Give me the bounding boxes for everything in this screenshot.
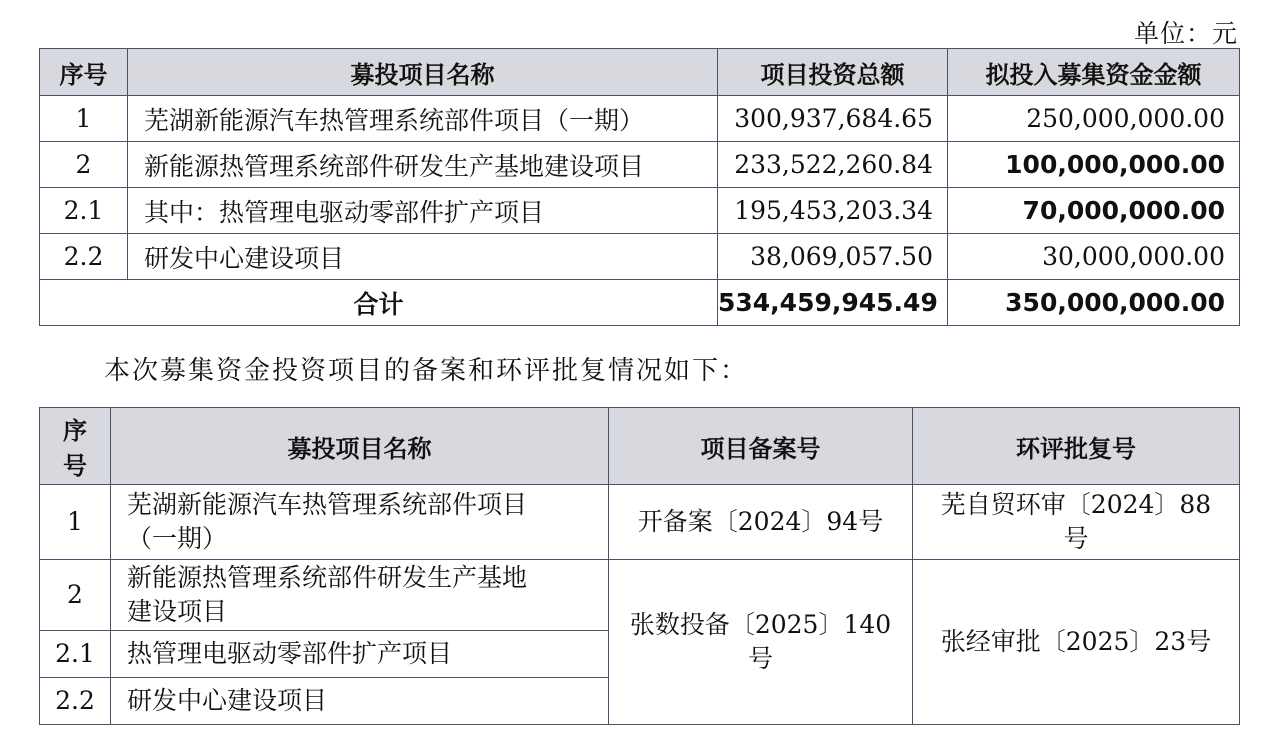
shared-filing-no — [609, 560, 913, 725]
header-filing-no: 项目备案号 — [609, 408, 913, 485]
row-total: 195,453,203.34 — [718, 188, 948, 234]
row-env-approval-no — [913, 485, 1240, 560]
table-row — [40, 560, 1240, 631]
name-line1: 芜湖新能源汽车热管理系统部件项目 — [127, 490, 528, 519]
total-raise: 350,000,000.00 — [948, 280, 1240, 326]
intro-paragraph: 本次募集资金投资项目的备案和环评批复情况如下： — [104, 356, 749, 386]
row-total: 38,069,057.50 — [718, 234, 948, 280]
header-no-line2: 号 — [63, 452, 87, 480]
row-project-name — [111, 560, 609, 631]
header-env-approval-no: 环评批复号 — [913, 408, 1240, 485]
row-no: 1 — [40, 96, 128, 142]
row-project-name — [111, 485, 609, 560]
row-project-name: 芜湖新能源汽车热管理系统部件项目（一期） — [128, 96, 718, 142]
investment-table — [39, 48, 1240, 326]
total-label: 合计 — [40, 280, 718, 326]
row-raise: 100,000,000.00 — [948, 142, 1240, 188]
header-no — [40, 408, 111, 485]
unit-label: 单位：元 — [1133, 19, 1238, 48]
row-project-name: 新能源热管理系统部件研发生产基地建设项目 — [128, 142, 718, 188]
env-line1: 芜自贸环审〔2024〕88 — [940, 490, 1212, 519]
filing-line1: 张数投备〔2025〕140 — [629, 610, 892, 639]
approval-table — [39, 407, 1240, 725]
name-line2: 建设项目 — [127, 597, 228, 626]
table-header-row — [40, 408, 1240, 485]
header-no: 序号 — [40, 49, 128, 96]
row-project-name: 研发中心建设项目 — [128, 234, 718, 280]
row-no: 2.1 — [40, 188, 128, 234]
row-project-name: 其中：热管理电驱动零部件扩产项目 — [128, 188, 718, 234]
table-row — [40, 188, 1240, 234]
name-line1: 新能源热管理系统部件研发生产基地 — [127, 563, 528, 592]
header-no-line1: 序 — [63, 417, 87, 445]
table-header-row — [40, 49, 1240, 96]
filing-line2: 号 — [747, 644, 773, 673]
header-raised-funds: 拟投入募集资金金额 — [948, 49, 1240, 96]
row-project-name: 热管理电驱动零部件扩产项目 — [111, 631, 609, 678]
table-total-row — [40, 280, 1240, 326]
table-row — [40, 142, 1240, 188]
shared-env-approval-no: 张经审批〔2025〕23号 — [913, 560, 1240, 725]
row-total: 300,937,684.65 — [718, 96, 948, 142]
row-no: 2 — [40, 560, 111, 631]
header-total-investment: 项目投资总额 — [718, 49, 948, 96]
table-row — [40, 485, 1240, 560]
row-total: 233,522,260.84 — [718, 142, 948, 188]
env-line2: 号 — [1063, 524, 1089, 553]
row-no: 2 — [40, 142, 128, 188]
row-project-name: 研发中心建设项目 — [111, 678, 609, 725]
row-no: 2.1 — [40, 631, 111, 678]
name-line2: （一期） — [127, 524, 228, 553]
row-raise: 250,000,000.00 — [948, 96, 1240, 142]
total-investment: 534,459,945.49 — [718, 280, 948, 326]
row-no: 2.2 — [40, 678, 111, 725]
row-raise: 70,000,000.00 — [948, 188, 1240, 234]
row-raise: 30,000,000.00 — [948, 234, 1240, 280]
row-no: 1 — [40, 485, 111, 560]
table-row — [40, 96, 1240, 142]
row-no: 2.2 — [40, 234, 128, 280]
table-row — [40, 234, 1240, 280]
header-project-name: 募投项目名称 — [128, 49, 718, 96]
row-filing-no: 开备案〔2024〕94号 — [609, 485, 913, 560]
header-project-name: 募投项目名称 — [111, 408, 609, 485]
